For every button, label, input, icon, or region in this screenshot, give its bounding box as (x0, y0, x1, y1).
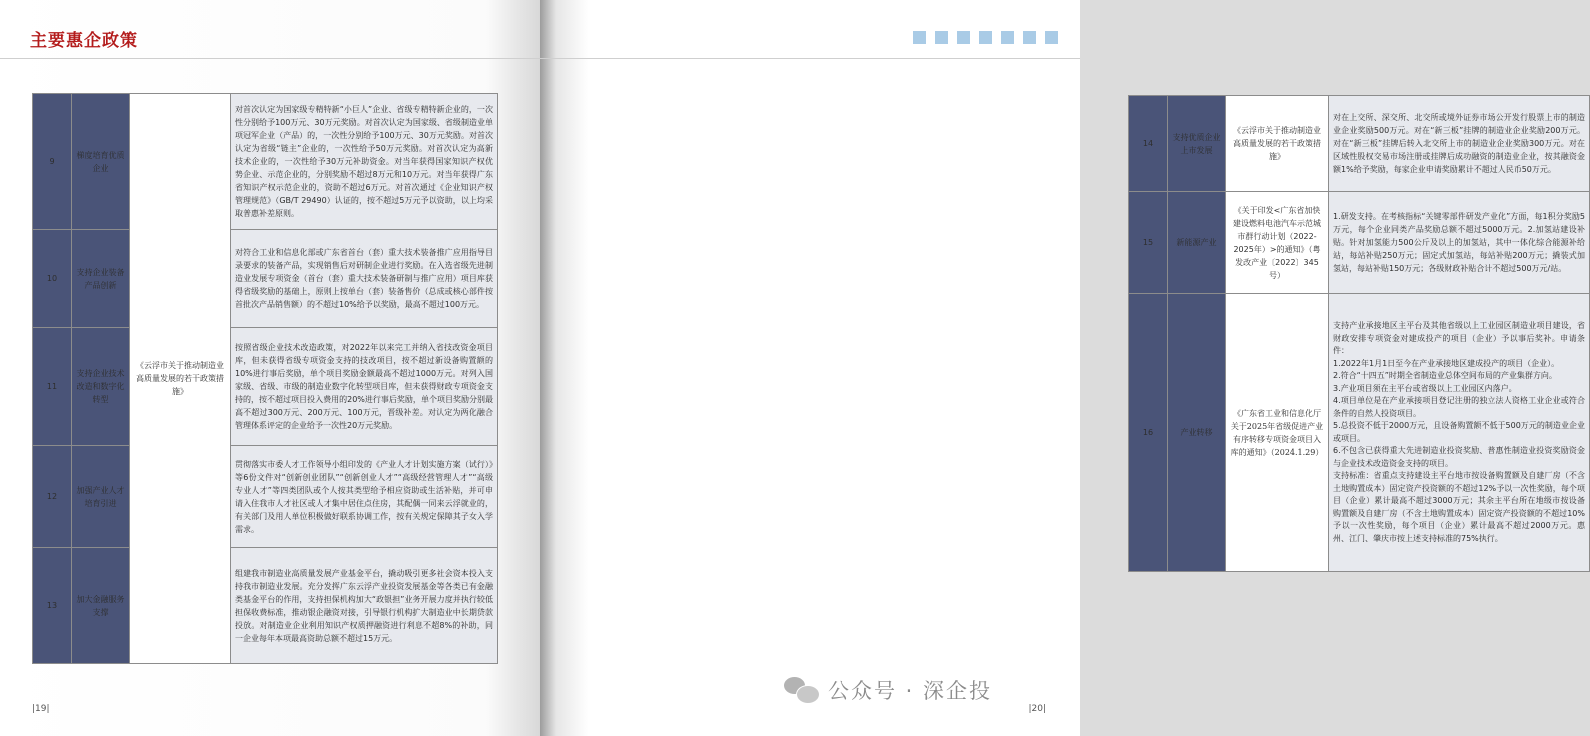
page-header-title: 主要惠企政策 (30, 31, 138, 51)
row-item: 加强产业人才培育引进 (72, 446, 130, 548)
header-divider (540, 58, 1080, 59)
row-description: 组建我市制造业高质量发展产业基金平台，撬动吸引更多社会资本投入支持我市制造业发展。充分发挥广东云浮产业投资发展基金等各类已有金融类基金平台的作用，支持担保机构加大“政银担”业务开展力度并执行较低担保收费标准，推动银企融资对接，引导银行机构扩大制造业中长期贷款投放。对制造业企业利用知识产权质押融资进行利息不超8%的补助，同一企业每年本项最高资助总额不超过15万元。 (231, 548, 498, 664)
row-description: 对在上交所、深交所、北交所或境外证券市场公开发行股票上市的制造业企业奖励500万元。对在“新三板”挂牌的制造业企业奖励200万元。对在“新三板”挂牌后转入北交所上市的制造业企业奖励300万元。对在区域性股权交易市场注册或挂牌后成功融资的制造业企业，按其融资金额1%给予奖励，每家企业申请奖励累计不超过人民币50万元。 (1329, 96, 1590, 192)
decor-square (1001, 31, 1014, 44)
policy-document: 《云浮市关于推动制造业高质量发展的若干政策措施》 (130, 94, 231, 664)
row-number: 10 (33, 230, 72, 328)
page-number-value: 20 (1031, 704, 1043, 714)
policy-table-left (32, 93, 498, 664)
policy-document: 《广东省工业和信息化厅关于2025年省级促进产业有序转移专项资金项目入库的通知》（2024.1.29） (1226, 294, 1329, 572)
table-row (33, 230, 498, 328)
table-row (1129, 294, 1590, 572)
row-item: 产业转移 (1168, 294, 1226, 572)
page-number: |19| (32, 704, 50, 714)
row-number: 16 (1129, 294, 1168, 572)
row-number: 9 (33, 94, 72, 230)
page-number-value: 19 (35, 704, 47, 714)
row-item: 支持优质企业上市发展 (1168, 96, 1226, 192)
row-item: 梯度培育优质企业 (72, 94, 130, 230)
decor-square (957, 31, 970, 44)
decor-square (1023, 31, 1036, 44)
row-number: 14 (1129, 96, 1168, 192)
decor-square (935, 31, 948, 44)
row-item: 支持企业技术改造和数字化转型 (72, 328, 130, 446)
right-page (540, 0, 1585, 736)
decor-square (979, 31, 992, 44)
wechat-icon (784, 675, 820, 705)
row-item: 支持企业装备产品创新 (72, 230, 130, 328)
policy-document: 《云浮市关于推动制造业高质量发展的若干政策措施》 (1226, 96, 1329, 192)
table-row (33, 94, 498, 230)
watermark-text: 公众号 · 深企投 (828, 679, 993, 703)
header-decoration (913, 31, 1058, 44)
row-description: 支持产业承接地区主平台及其他省级以上工业园区制造业项目建设，省财政安排专项资金对建成投产的项目（企业）予以事后奖补。申请条件： 1.2022年1月1日至今在产业承接地区建成投产的项目（企业）。 2.符合“十四五”时期全省制造业总体空间布局的产业集群方向。 3.产业项目须在主平台或省级以上工业园区内落户。 4.项目单位是在产业承接项目登记注册的独立法人资格工业企业或符合条件的自然人投资项目。 5.总投资不低于2000万元，且设备购置额不低于500万元的制造业企业或项目。 6.不包含已获得重大先进制造业投资奖励、普惠性制造业投资奖励资金与企业技术改造资金支持的项目。 支持标准：省重点支持建设主平台地市按设备购置额及自建厂房（不含土地购置成本）固定资产投资额的不超过12%予以一次性奖励，每个项目（企业）累计最高不超过3000万元；其余主平台所在地级市按设备购置额及自建厂房（不含土地购置成本）固定资产投资额的不超过10%予以一次性奖励，每个项目（企业）累计最高不超过2000万元。惠州、江门、肇庆市按上述支持标准的75%执行。 (1329, 294, 1590, 572)
table-row (33, 328, 498, 446)
watermark (784, 675, 992, 705)
row-item: 加大金融服务支撑 (72, 548, 130, 664)
decor-square (1045, 31, 1058, 44)
row-description: 按照省级企业技术改造政策，对2022年以来完工并纳入省技改资金项目库，但未获得省级专项资金支持的技改项目，按不超过新设备购置额的10%进行事后奖励，单个项目奖励金额最高不超过1000万元。对列入国家级、省级、市级的制造业数字化转型项目库，但未获得财政专项资金支持的，按不超过项目投入费用的20%进行事后奖励，单个项目奖励分别最高不超过300万元、200万元、100万元，晋级补差。对认定为两化融合管理体系评定的企业给予一次性20万元奖励。 (231, 328, 498, 446)
left-page (0, 0, 540, 736)
row-description: 贯彻落实市委人才工作领导小组印发的《产业人才计划实施方案（试行）》等6份文件对“创新创业团队”“创新创业人才”“高级经营管理人才”“高级专业人才”等四类团队或个人按其类型给予相应资助或生活补贴，并可申请入住我市人才社区或人才集中居住点住房，其配偶一同来云浮就业的，有关部门及用人单位积极做好联系协调工作，按有关规定保障其子女入学需求。 (231, 446, 498, 548)
decor-square (913, 31, 926, 44)
table-row (1129, 192, 1590, 294)
policy-table-right (1128, 95, 1590, 572)
row-item: 新能源产业 (1168, 192, 1226, 294)
row-number: 13 (33, 548, 72, 664)
header-divider (0, 58, 540, 59)
row-description: 1.研发支持。在考核指标“关键零部件研发产业化”方面，每1积分奖励5万元，每个企业同类产品奖励总额不超过5000万元。2.加氢站建设补贴。针对加氢能力500公斤及以上的加氢站，其中一体化综合能源补给站，每站补贴250万元；固定式加氢站，每站补贴200万元；撬装式加氢站，每站补贴150万元；各级财政补贴合计不超过500万元/站。 (1329, 192, 1590, 294)
row-number: 15 (1129, 192, 1168, 294)
policy-document: 《关于印发<广东省加快建设燃料电池汽车示范城市群行动计划（2022-2025年）>的通知》（粤发改产业〔2022〕345号） (1226, 192, 1329, 294)
row-description: 对符合工业和信息化部或广东省首台（套）重大技术装备推广应用指导目录要求的装备产品，实现销售后对研制企业进行奖励。在入选省级先进制造业发展专项资金（首台（套）重大技术装备研制与推广应用）项目库获得省级奖励的基础上，原则上按单台（套）装备售价（总成或核心部件按首批次产品销售额）的不超过10%给予以奖励，最高不超过100万元。 (231, 230, 498, 328)
table-row (33, 446, 498, 548)
page-number: |20| (1028, 704, 1046, 714)
table-row (33, 548, 498, 664)
row-number: 11 (33, 328, 72, 446)
row-number: 12 (33, 446, 72, 548)
row-description: 对首次认定为国家级专精特新“小巨人”企业、省级专精特新企业的，一次性分别给予100万元、30万元奖励。对首次认定为国家级、省级制造业单项冠军企业（产品）的，一次性分别给予100万元、30万元奖励。对首次认定为省级“链主”企业的，一次性给予50万元奖励。对首次认定为高新技术企业的，一次性给予30万元补助资金。对当年获得国家知识产权优势企业、示范企业的，分别奖励不超过8万元和10万元。对当年获得广东省知识产权示范企业的，资助不超过6万元。对首次通过《企业知识产权管理规范》（GB/T 29490）认证的，按不超过5万元予以资助，以上均采取普惠补差原则。 (231, 94, 498, 230)
table-row (1129, 96, 1590, 192)
